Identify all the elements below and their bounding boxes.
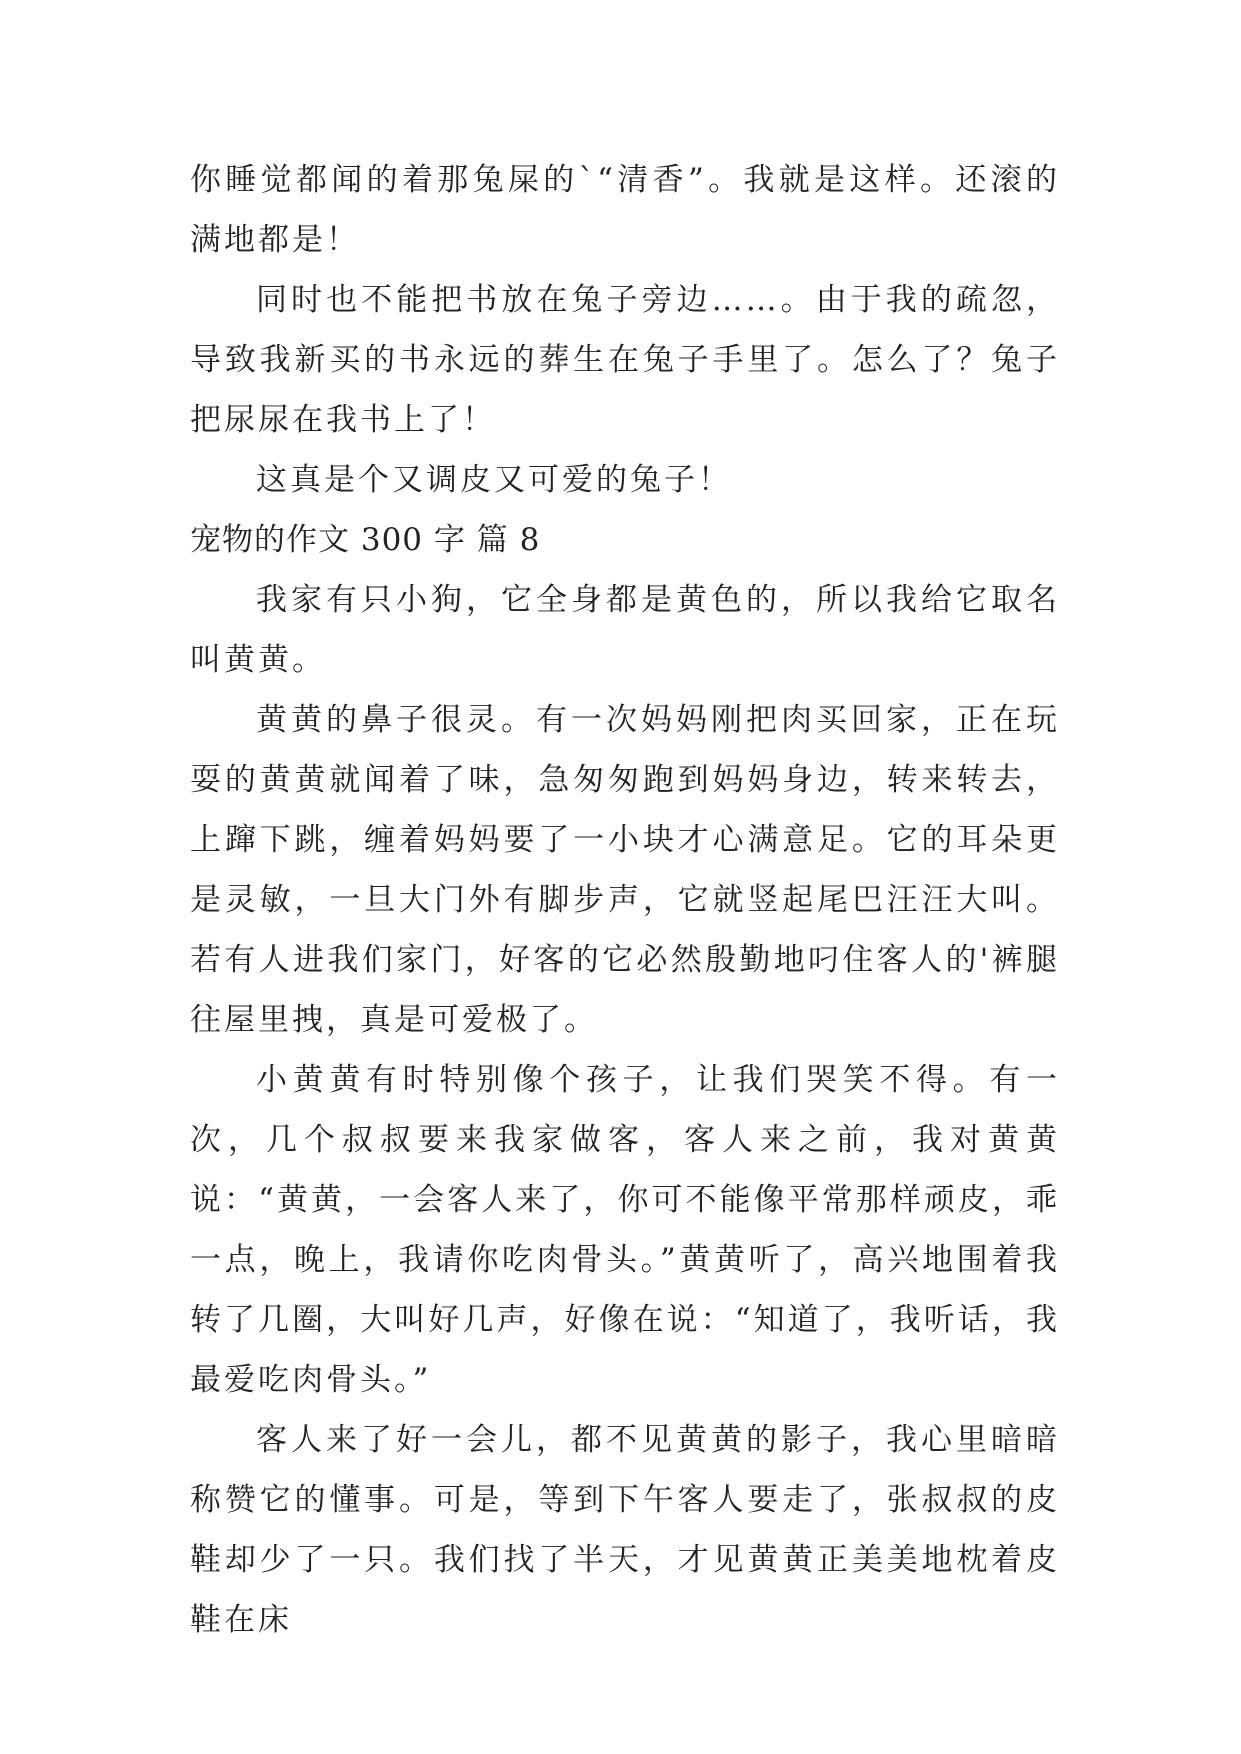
- paragraph-book: 同时也不能把书放在兔子旁边……。由于我的疏忽，导致我新买的书永远的葬生在兔子手里了。怎么了？兔子把尿尿在我书上了！: [190, 282, 1060, 438]
- section-heading: 宠物的作文 300 字 篇 8: [190, 522, 541, 558]
- paragraph-intro-dog: 我家有只小狗，它全身都是黄色的，所以我给它取名叫黄黄。: [190, 582, 1060, 678]
- document-page: [190, 150, 1060, 1650]
- paragraph-continuation: 你睡觉都闻的着那兔屎的`“清香”。我就是这样。还滚的满地都是！: [190, 162, 1060, 258]
- paragraph-rabbit-conclusion: 这真是个又调皮又可爱的兔子！: [256, 462, 732, 498]
- paragraph-guests: 客人来了好一会儿，都不见黄黄的影子，我心里暗暗称赞它的懂事。可是，等到下午客人要走了，张叔叔的皮鞋却少了一只。我们找了半天，才见黄黄正美美地枕着皮鞋在床: [190, 1422, 1060, 1638]
- paragraph-dog-child: 小黄黄有时特别像个孩子，让我们哭笑不得。有一次，几个叔叔要来我家做客，客人来之前，我对黄黄说：“黄黄，一会客人来了，你可不能像平常那样顽皮，乖一点，晚上，我请你吃肉骨头。”黄黄听了，高兴地围着我转了几圈，大叫好几声，好像在说：“知道了，我听话，我最爱吃肉骨头。”: [190, 1062, 1060, 1398]
- paragraph-dog-nose: 黄黄的鼻子很灵。有一次妈妈刚把肉买回家，正在玩耍的黄黄就闻着了味，急匆匆跑到妈妈身边，转来转去，上蹿下跳，缠着妈妈要了一小块才心满意足。它的耳朵更是灵敏，一旦大门外有脚步声，它就竖起尾巴汪汪大叫。若有人进我们家门，好客的它必然殷勤地叼住客人的'裤腿往屋里拽，真是可爱极了。: [190, 702, 1060, 1038]
